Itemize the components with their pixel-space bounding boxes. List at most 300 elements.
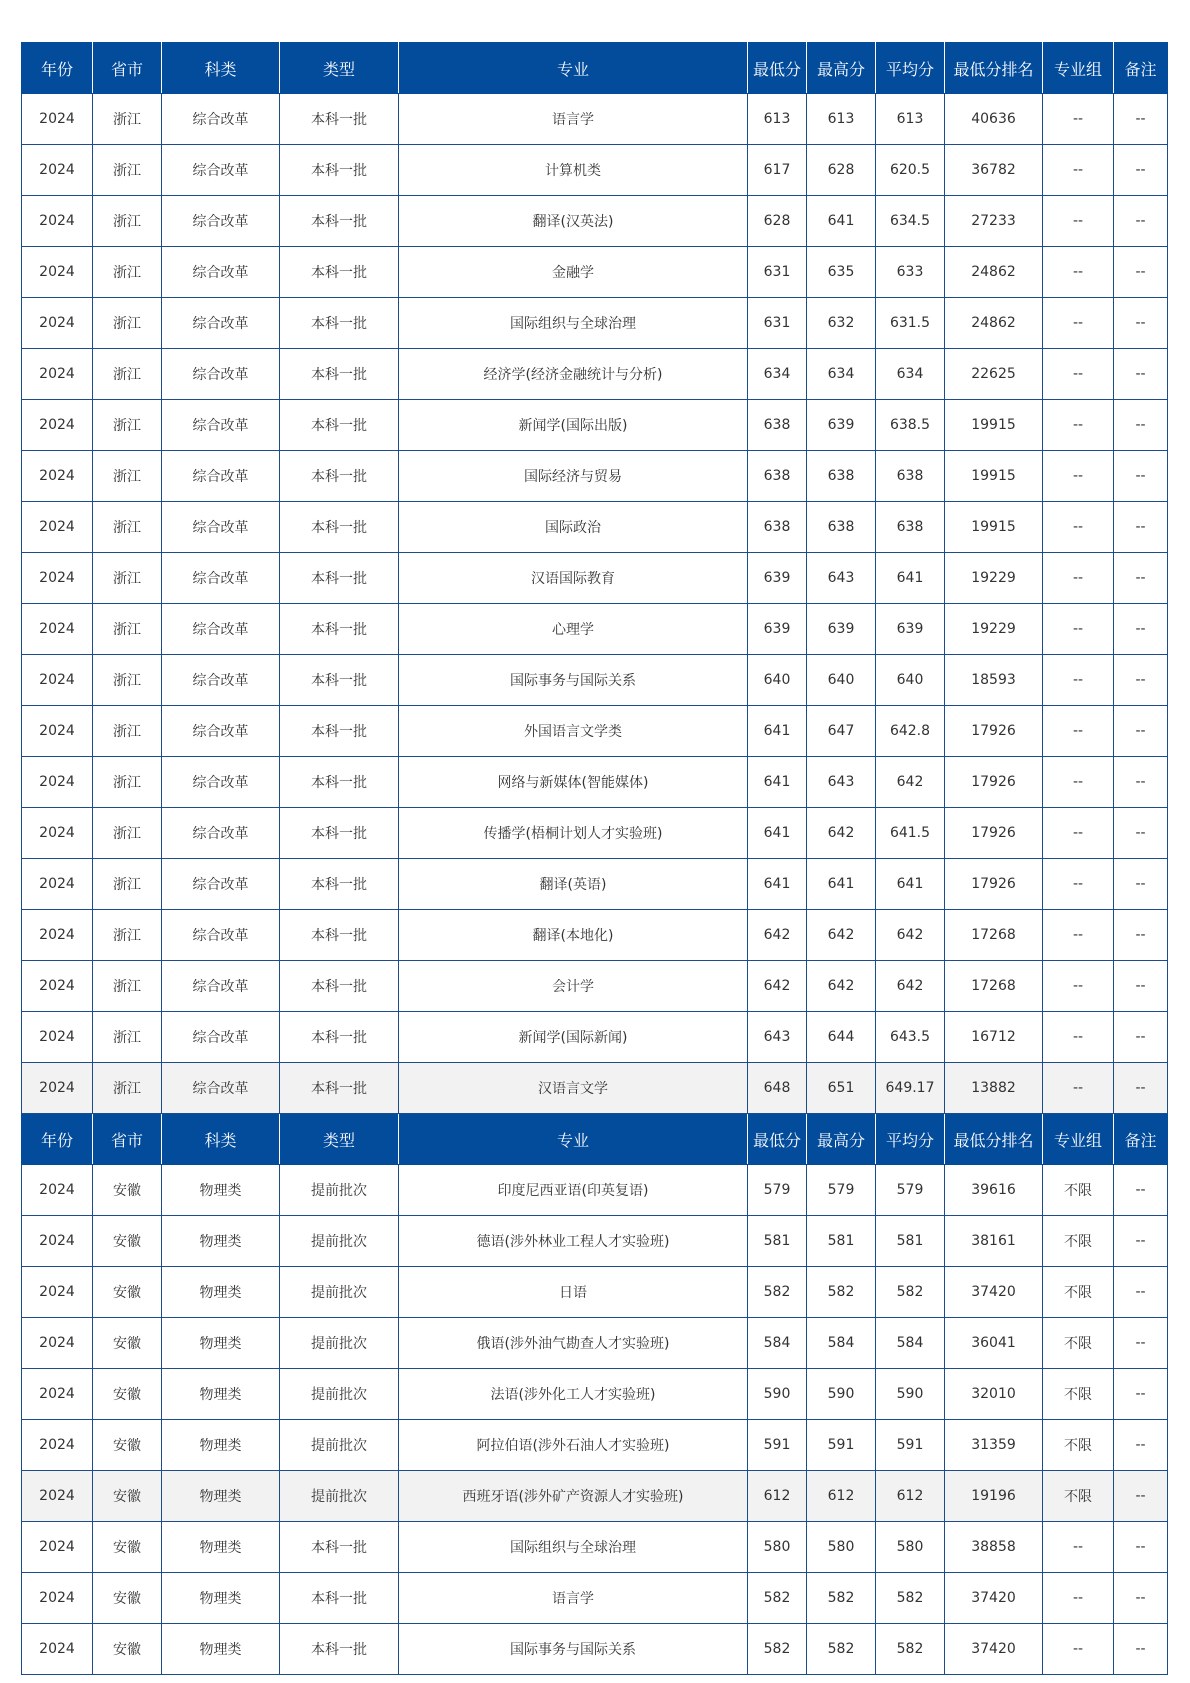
cell-max-score: 580 — [807, 1522, 876, 1573]
cell-major: 网络与新媒体(智能媒体) — [399, 757, 748, 808]
cell-subject-type: 物理类 — [162, 1267, 280, 1318]
cell-min-rank: 32010 — [945, 1369, 1043, 1420]
cell-min-score: 617 — [748, 145, 807, 196]
cell-major-group: -- — [1043, 1573, 1114, 1624]
cell-remarks: -- — [1114, 94, 1168, 145]
cell-year: 2024 — [22, 859, 93, 910]
header-avg-score: 平均分 — [876, 43, 945, 94]
header-remarks: 备注 — [1114, 43, 1168, 94]
cell-avg-score: 642 — [876, 757, 945, 808]
cell-subject-type: 物理类 — [162, 1522, 280, 1573]
cell-min-rank: 37420 — [945, 1624, 1043, 1675]
cell-province: 浙江 — [93, 553, 162, 604]
cell-remarks: -- — [1114, 757, 1168, 808]
header-min-score: 最低分 — [748, 43, 807, 94]
cell-min-score: 580 — [748, 1522, 807, 1573]
cell-subject-type: 综合改革 — [162, 757, 280, 808]
cell-min-score: 641 — [748, 757, 807, 808]
header-avg-score: 平均分 — [876, 1114, 945, 1165]
cell-min-score: 640 — [748, 655, 807, 706]
cell-remarks: -- — [1114, 655, 1168, 706]
table-row — [22, 145, 1168, 196]
cell-major: 语言学 — [399, 94, 748, 145]
cell-major: 会计学 — [399, 961, 748, 1012]
cell-remarks: -- — [1114, 1420, 1168, 1471]
cell-major-group: -- — [1043, 1624, 1114, 1675]
cell-major-group: -- — [1043, 196, 1114, 247]
cell-major: 国际政治 — [399, 502, 748, 553]
cell-major-group: -- — [1043, 349, 1114, 400]
header-max-score: 最高分 — [807, 1114, 876, 1165]
cell-avg-score: 649.17 — [876, 1063, 945, 1114]
cell-subject-type: 综合改革 — [162, 247, 280, 298]
cell-max-score: 642 — [807, 808, 876, 859]
cell-max-score: 579 — [807, 1165, 876, 1216]
cell-batch: 本科一批 — [280, 757, 399, 808]
cell-major-group: 不限 — [1043, 1369, 1114, 1420]
cell-avg-score: 642 — [876, 961, 945, 1012]
cell-major: 新闻学(国际新闻) — [399, 1012, 748, 1063]
cell-min-rank: 38161 — [945, 1216, 1043, 1267]
cell-avg-score: 590 — [876, 1369, 945, 1420]
cell-major: 国际组织与全球治理 — [399, 298, 748, 349]
cell-province: 浙江 — [93, 94, 162, 145]
cell-province: 浙江 — [93, 910, 162, 961]
cell-batch: 本科一批 — [280, 553, 399, 604]
cell-major-group: -- — [1043, 910, 1114, 961]
cell-min-rank: 16712 — [945, 1012, 1043, 1063]
header-subject-type: 科类 — [162, 43, 280, 94]
cell-year: 2024 — [22, 961, 93, 1012]
cell-min-rank: 18593 — [945, 655, 1043, 706]
cell-avg-score: 613 — [876, 94, 945, 145]
cell-max-score: 641 — [807, 196, 876, 247]
cell-major-group: 不限 — [1043, 1165, 1114, 1216]
cell-avg-score: 591 — [876, 1420, 945, 1471]
cell-province: 安徽 — [93, 1624, 162, 1675]
cell-remarks: -- — [1114, 604, 1168, 655]
cell-batch: 提前批次 — [280, 1471, 399, 1522]
cell-avg-score: 634 — [876, 349, 945, 400]
cell-major-group: -- — [1043, 94, 1114, 145]
table-row — [22, 94, 1168, 145]
cell-subject-type: 物理类 — [162, 1216, 280, 1267]
cell-major-group: -- — [1043, 859, 1114, 910]
table-row — [22, 247, 1168, 298]
cell-min-score: 612 — [748, 1471, 807, 1522]
cell-province: 安徽 — [93, 1369, 162, 1420]
cell-max-score: 591 — [807, 1420, 876, 1471]
table-row — [22, 1420, 1168, 1471]
cell-avg-score: 620.5 — [876, 145, 945, 196]
cell-province: 浙江 — [93, 1063, 162, 1114]
cell-max-score: 584 — [807, 1318, 876, 1369]
cell-year: 2024 — [22, 1573, 93, 1624]
cell-min-score: 582 — [748, 1267, 807, 1318]
cell-major-group: -- — [1043, 298, 1114, 349]
cell-subject-type: 综合改革 — [162, 451, 280, 502]
cell-min-score: 641 — [748, 859, 807, 910]
cell-batch: 提前批次 — [280, 1165, 399, 1216]
cell-major-group: 不限 — [1043, 1318, 1114, 1369]
cell-avg-score: 584 — [876, 1318, 945, 1369]
cell-remarks: -- — [1114, 1267, 1168, 1318]
cell-remarks: -- — [1114, 1165, 1168, 1216]
cell-major: 国际事务与国际关系 — [399, 655, 748, 706]
table-row — [22, 298, 1168, 349]
cell-avg-score: 633 — [876, 247, 945, 298]
cell-min-score: 641 — [748, 808, 807, 859]
cell-min-score: 579 — [748, 1165, 807, 1216]
cell-remarks: -- — [1114, 859, 1168, 910]
admission-scores-table — [21, 42, 1168, 1675]
cell-major-group: -- — [1043, 502, 1114, 553]
table-row — [22, 1012, 1168, 1063]
cell-min-rank: 40636 — [945, 94, 1043, 145]
cell-avg-score: 642.8 — [876, 706, 945, 757]
cell-max-score: 590 — [807, 1369, 876, 1420]
cell-subject-type: 综合改革 — [162, 349, 280, 400]
cell-year: 2024 — [22, 145, 93, 196]
cell-year: 2024 — [22, 1012, 93, 1063]
table-row — [22, 1318, 1168, 1369]
cell-subject-type: 综合改革 — [162, 196, 280, 247]
cell-batch: 本科一批 — [280, 1012, 399, 1063]
cell-subject-type: 综合改革 — [162, 502, 280, 553]
cell-remarks: -- — [1114, 196, 1168, 247]
cell-max-score: 647 — [807, 706, 876, 757]
cell-remarks: -- — [1114, 298, 1168, 349]
cell-min-score: 591 — [748, 1420, 807, 1471]
header-max-score: 最高分 — [807, 43, 876, 94]
table-row — [22, 349, 1168, 400]
cell-subject-type: 综合改革 — [162, 604, 280, 655]
cell-remarks: -- — [1114, 247, 1168, 298]
cell-major: 法语(涉外化工人才实验班) — [399, 1369, 748, 1420]
cell-min-rank: 19915 — [945, 400, 1043, 451]
cell-major-group: -- — [1043, 247, 1114, 298]
cell-max-score: 643 — [807, 757, 876, 808]
cell-major: 语言学 — [399, 1573, 748, 1624]
cell-year: 2024 — [22, 1522, 93, 1573]
header-major-group: 专业组 — [1043, 1114, 1114, 1165]
cell-province: 浙江 — [93, 349, 162, 400]
cell-major-group: -- — [1043, 145, 1114, 196]
cell-major-group: -- — [1043, 1522, 1114, 1573]
cell-year: 2024 — [22, 1471, 93, 1522]
cell-avg-score: 643.5 — [876, 1012, 945, 1063]
cell-remarks: -- — [1114, 1216, 1168, 1267]
cell-max-score: 639 — [807, 400, 876, 451]
cell-min-score: 634 — [748, 349, 807, 400]
header-min-rank: 最低分排名 — [945, 43, 1043, 94]
cell-remarks: -- — [1114, 1624, 1168, 1675]
cell-major-group: -- — [1043, 757, 1114, 808]
cell-batch: 提前批次 — [280, 1369, 399, 1420]
cell-subject-type: 物理类 — [162, 1420, 280, 1471]
table-row — [22, 655, 1168, 706]
cell-major: 俄语(涉外油气勘查人才实验班) — [399, 1318, 748, 1369]
cell-min-rank: 19915 — [945, 451, 1043, 502]
table-row — [22, 859, 1168, 910]
cell-max-score: 613 — [807, 94, 876, 145]
cell-major-group: -- — [1043, 808, 1114, 859]
table-row — [22, 1471, 1168, 1522]
cell-min-rank: 38858 — [945, 1522, 1043, 1573]
cell-subject-type: 综合改革 — [162, 1063, 280, 1114]
cell-min-rank: 17926 — [945, 808, 1043, 859]
cell-batch: 本科一批 — [280, 961, 399, 1012]
cell-batch: 提前批次 — [280, 1216, 399, 1267]
cell-batch: 本科一批 — [280, 196, 399, 247]
header-major: 专业 — [399, 1114, 748, 1165]
cell-min-rank: 36041 — [945, 1318, 1043, 1369]
cell-min-score: 631 — [748, 247, 807, 298]
cell-batch: 提前批次 — [280, 1420, 399, 1471]
cell-subject-type: 综合改革 — [162, 655, 280, 706]
cell-min-rank: 27233 — [945, 196, 1043, 247]
table-row — [22, 1369, 1168, 1420]
cell-remarks: -- — [1114, 400, 1168, 451]
cell-avg-score: 582 — [876, 1624, 945, 1675]
cell-avg-score: 579 — [876, 1165, 945, 1216]
table-row — [22, 451, 1168, 502]
table-row — [22, 604, 1168, 655]
cell-year: 2024 — [22, 1369, 93, 1420]
cell-province: 浙江 — [93, 1012, 162, 1063]
cell-batch: 本科一批 — [280, 400, 399, 451]
cell-min-score: 613 — [748, 94, 807, 145]
cell-min-score: 639 — [748, 604, 807, 655]
cell-subject-type: 物理类 — [162, 1624, 280, 1675]
cell-major-group: -- — [1043, 553, 1114, 604]
cell-major-group: -- — [1043, 1012, 1114, 1063]
table-row — [22, 400, 1168, 451]
cell-subject-type: 综合改革 — [162, 1012, 280, 1063]
cell-major: 日语 — [399, 1267, 748, 1318]
header-province: 省市 — [93, 43, 162, 94]
cell-province: 浙江 — [93, 655, 162, 706]
header-year: 年份 — [22, 43, 93, 94]
cell-major: 翻译(英语) — [399, 859, 748, 910]
header-subject-type: 科类 — [162, 1114, 280, 1165]
cell-subject-type: 物理类 — [162, 1471, 280, 1522]
cell-min-rank: 19196 — [945, 1471, 1043, 1522]
cell-year: 2024 — [22, 808, 93, 859]
cell-year: 2024 — [22, 451, 93, 502]
cell-major: 汉语言文学 — [399, 1063, 748, 1114]
cell-subject-type: 物理类 — [162, 1573, 280, 1624]
cell-year: 2024 — [22, 1420, 93, 1471]
table-row — [22, 502, 1168, 553]
table-row — [22, 1624, 1168, 1675]
cell-batch: 本科一批 — [280, 1522, 399, 1573]
cell-province: 浙江 — [93, 757, 162, 808]
cell-province: 浙江 — [93, 859, 162, 910]
table-row — [22, 1063, 1168, 1114]
cell-remarks: -- — [1114, 451, 1168, 502]
cell-max-score: 582 — [807, 1267, 876, 1318]
cell-max-score: 641 — [807, 859, 876, 910]
cell-subject-type: 综合改革 — [162, 145, 280, 196]
cell-min-score: 643 — [748, 1012, 807, 1063]
cell-province: 安徽 — [93, 1522, 162, 1573]
cell-province: 浙江 — [93, 961, 162, 1012]
cell-remarks: -- — [1114, 553, 1168, 604]
cell-remarks: -- — [1114, 961, 1168, 1012]
cell-max-score: 638 — [807, 451, 876, 502]
cell-batch: 本科一批 — [280, 1624, 399, 1675]
cell-year: 2024 — [22, 247, 93, 298]
cell-avg-score: 631.5 — [876, 298, 945, 349]
cell-min-score: 590 — [748, 1369, 807, 1420]
cell-min-rank: 37420 — [945, 1267, 1043, 1318]
cell-remarks: -- — [1114, 1063, 1168, 1114]
cell-avg-score: 612 — [876, 1471, 945, 1522]
header-province: 省市 — [93, 1114, 162, 1165]
cell-batch: 本科一批 — [280, 706, 399, 757]
header-batch: 类型 — [280, 1114, 399, 1165]
table-row — [22, 1522, 1168, 1573]
cell-province: 安徽 — [93, 1573, 162, 1624]
cell-major: 传播学(梧桐计划人才实验班) — [399, 808, 748, 859]
cell-subject-type: 综合改革 — [162, 961, 280, 1012]
cell-avg-score: 638 — [876, 451, 945, 502]
header-year: 年份 — [22, 1114, 93, 1165]
cell-min-score: 628 — [748, 196, 807, 247]
cell-max-score: 581 — [807, 1216, 876, 1267]
table-row — [22, 757, 1168, 808]
cell-subject-type: 物理类 — [162, 1369, 280, 1420]
cell-min-rank: 17268 — [945, 961, 1043, 1012]
cell-year: 2024 — [22, 349, 93, 400]
cell-max-score: 639 — [807, 604, 876, 655]
cell-min-rank: 31359 — [945, 1420, 1043, 1471]
cell-min-rank: 19229 — [945, 553, 1043, 604]
cell-max-score: 643 — [807, 553, 876, 604]
cell-province: 浙江 — [93, 145, 162, 196]
cell-major-group: -- — [1043, 451, 1114, 502]
cell-batch: 本科一批 — [280, 247, 399, 298]
cell-year: 2024 — [22, 400, 93, 451]
cell-major-group: -- — [1043, 706, 1114, 757]
cell-min-score: 642 — [748, 910, 807, 961]
cell-province: 浙江 — [93, 502, 162, 553]
cell-batch: 本科一批 — [280, 910, 399, 961]
cell-year: 2024 — [22, 655, 93, 706]
cell-min-rank: 13882 — [945, 1063, 1043, 1114]
cell-major-group: 不限 — [1043, 1267, 1114, 1318]
cell-province: 浙江 — [93, 298, 162, 349]
cell-avg-score: 580 — [876, 1522, 945, 1573]
cell-subject-type: 物理类 — [162, 1318, 280, 1369]
cell-province: 浙江 — [93, 808, 162, 859]
header-min-score: 最低分 — [748, 1114, 807, 1165]
cell-batch: 本科一批 — [280, 349, 399, 400]
table-row — [22, 961, 1168, 1012]
cell-avg-score: 634.5 — [876, 196, 945, 247]
cell-major-group: 不限 — [1043, 1420, 1114, 1471]
cell-min-rank: 19229 — [945, 604, 1043, 655]
cell-province: 浙江 — [93, 247, 162, 298]
cell-major: 经济学(经济金融统计与分析) — [399, 349, 748, 400]
cell-major: 金融学 — [399, 247, 748, 298]
table-header-row — [22, 43, 1168, 94]
cell-major-group: -- — [1043, 1063, 1114, 1114]
cell-min-rank: 22625 — [945, 349, 1043, 400]
table-header-row — [22, 1114, 1168, 1165]
cell-min-score: 638 — [748, 502, 807, 553]
cell-min-score: 639 — [748, 553, 807, 604]
cell-major: 新闻学(国际出版) — [399, 400, 748, 451]
cell-province: 安徽 — [93, 1318, 162, 1369]
cell-max-score: 612 — [807, 1471, 876, 1522]
cell-batch: 本科一批 — [280, 655, 399, 706]
cell-subject-type: 物理类 — [162, 1165, 280, 1216]
cell-major: 外国语言文学类 — [399, 706, 748, 757]
cell-batch: 本科一批 — [280, 94, 399, 145]
cell-subject-type: 综合改革 — [162, 808, 280, 859]
cell-max-score: 635 — [807, 247, 876, 298]
header-min-rank: 最低分排名 — [945, 1114, 1043, 1165]
cell-remarks: -- — [1114, 910, 1168, 961]
cell-batch: 本科一批 — [280, 502, 399, 553]
cell-batch: 本科一批 — [280, 451, 399, 502]
cell-remarks: -- — [1114, 1522, 1168, 1573]
cell-min-score: 582 — [748, 1573, 807, 1624]
cell-year: 2024 — [22, 706, 93, 757]
cell-batch: 提前批次 — [280, 1318, 399, 1369]
cell-subject-type: 综合改革 — [162, 859, 280, 910]
cell-remarks: -- — [1114, 808, 1168, 859]
cell-min-rank: 17926 — [945, 757, 1043, 808]
header-remarks: 备注 — [1114, 1114, 1168, 1165]
cell-major: 国际事务与国际关系 — [399, 1624, 748, 1675]
cell-major: 国际经济与贸易 — [399, 451, 748, 502]
cell-year: 2024 — [22, 1063, 93, 1114]
cell-min-rank: 17926 — [945, 859, 1043, 910]
cell-min-score: 638 — [748, 451, 807, 502]
cell-min-score: 631 — [748, 298, 807, 349]
cell-batch: 本科一批 — [280, 808, 399, 859]
cell-province: 安徽 — [93, 1165, 162, 1216]
table-row — [22, 808, 1168, 859]
cell-year: 2024 — [22, 1216, 93, 1267]
cell-year: 2024 — [22, 94, 93, 145]
header-major-group: 专业组 — [1043, 43, 1114, 94]
cell-province: 浙江 — [93, 604, 162, 655]
cell-remarks: -- — [1114, 502, 1168, 553]
cell-avg-score: 641.5 — [876, 808, 945, 859]
cell-min-rank: 17926 — [945, 706, 1043, 757]
cell-min-score: 638 — [748, 400, 807, 451]
cell-year: 2024 — [22, 553, 93, 604]
cell-avg-score: 639 — [876, 604, 945, 655]
cell-subject-type: 综合改革 — [162, 400, 280, 451]
table-row — [22, 910, 1168, 961]
cell-subject-type: 综合改革 — [162, 94, 280, 145]
cell-min-rank: 24862 — [945, 247, 1043, 298]
cell-max-score: 582 — [807, 1624, 876, 1675]
cell-major-group: 不限 — [1043, 1471, 1114, 1522]
cell-min-rank: 19915 — [945, 502, 1043, 553]
cell-min-rank: 39616 — [945, 1165, 1043, 1216]
cell-max-score: 640 — [807, 655, 876, 706]
cell-major: 阿拉伯语(涉外石油人才实验班) — [399, 1420, 748, 1471]
cell-batch: 本科一批 — [280, 604, 399, 655]
table-row — [22, 553, 1168, 604]
cell-batch: 本科一批 — [280, 145, 399, 196]
